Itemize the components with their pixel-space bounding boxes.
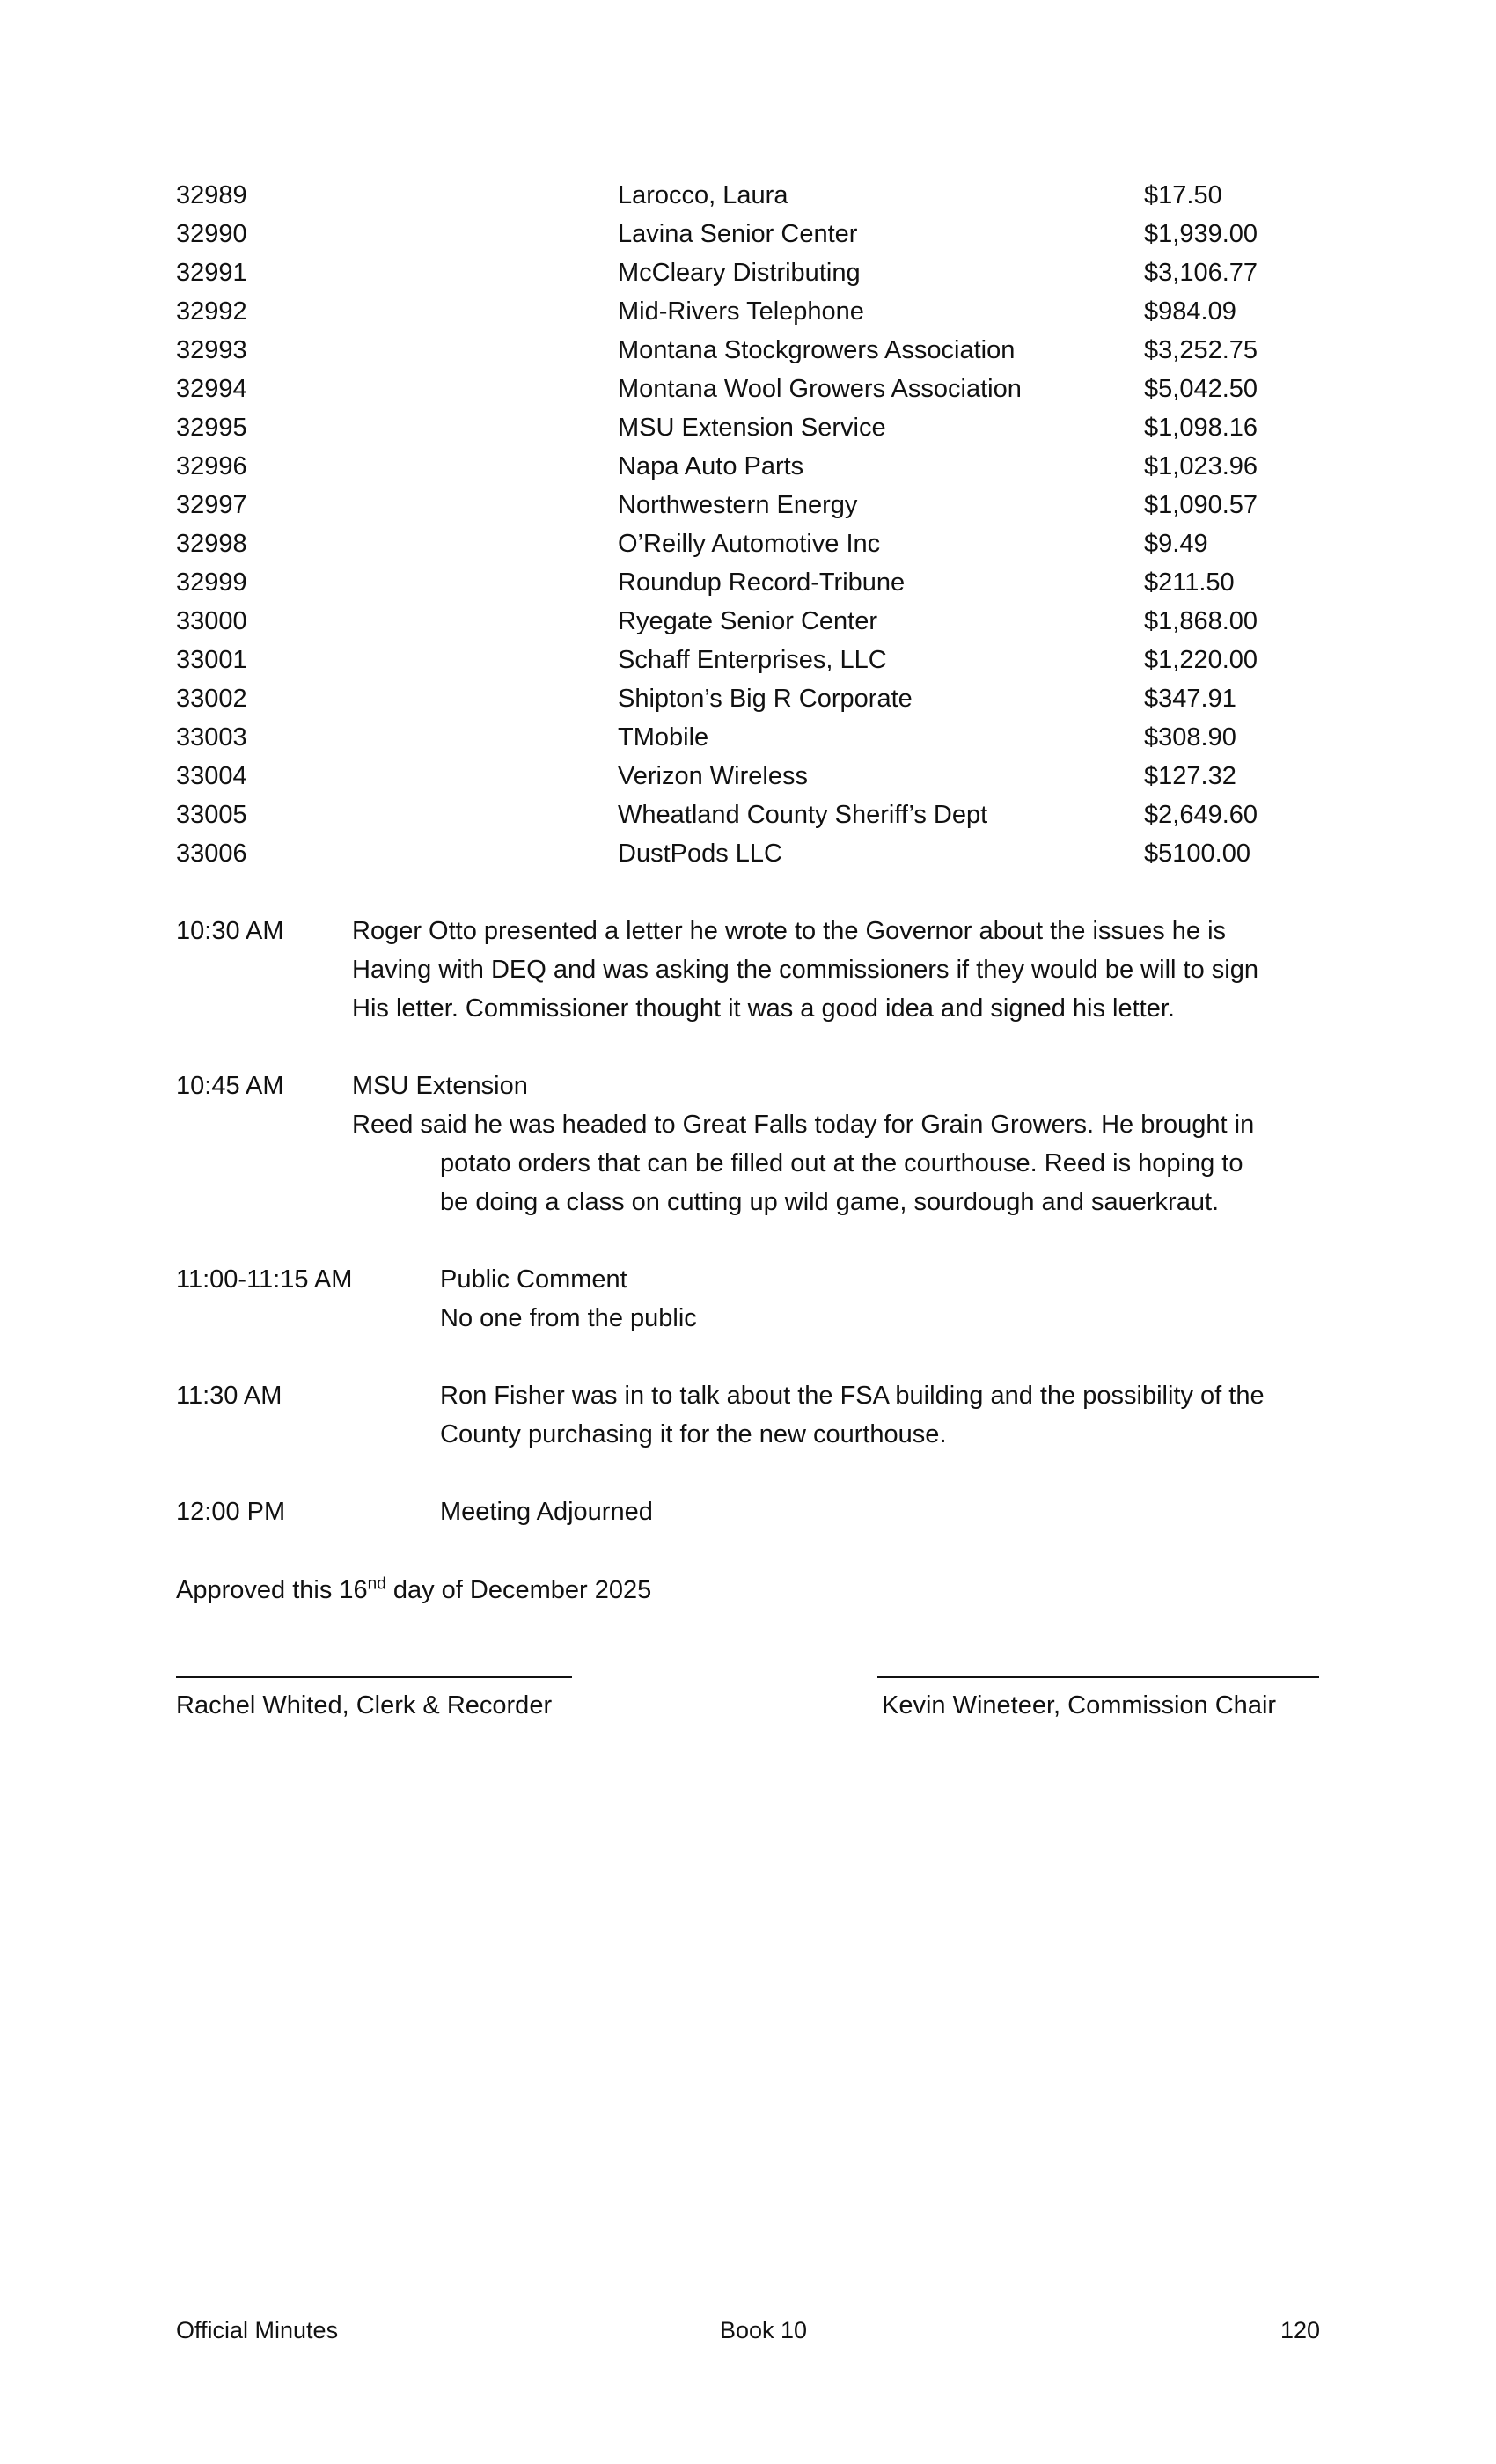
payee: Schaff Enterprises, LLC	[618, 646, 887, 674]
table-row	[176, 679, 1338, 718]
approval-ordinal-suffix: nd	[367, 1574, 386, 1594]
payee: Mid-Rivers Telephone	[618, 297, 864, 326]
claims-table	[176, 176, 1338, 873]
check-number: 32994	[176, 375, 247, 403]
payee: Wheatland County Sheriff’s Dept	[618, 801, 988, 829]
table-row	[176, 486, 1338, 524]
entry-line: No one from the public	[440, 1304, 697, 1332]
amount: $1,220.00	[1144, 646, 1258, 674]
entry-time: 10:45 AM	[176, 1072, 284, 1100]
table-row	[176, 215, 1338, 253]
check-number: 33005	[176, 801, 247, 829]
amount: $1,939.00	[1144, 220, 1258, 248]
table-row	[176, 370, 1338, 408]
check-number: 32999	[176, 568, 247, 597]
footer-title: Official Minutes	[176, 2317, 339, 2343]
table-row	[176, 253, 1338, 292]
entry-text	[352, 1067, 1329, 1221]
table-row	[176, 718, 1338, 757]
check-number: 33002	[176, 685, 247, 713]
chair-signature-line	[877, 1676, 1319, 1678]
payee: Lavina Senior Center	[618, 220, 858, 248]
check-number: 32993	[176, 336, 247, 364]
amount: $127.32	[1144, 762, 1236, 790]
amount: $5100.00	[1144, 840, 1250, 868]
entry-line: Reed said he was headed to Great Falls today for Grain Growers. He brought in	[352, 1111, 1255, 1139]
check-number: 32990	[176, 220, 247, 248]
entry-line: Public Comment	[440, 1265, 627, 1294]
approval-rest: day of December 2025	[385, 1576, 652, 1604]
table-row	[176, 447, 1338, 486]
entry-line: Ron Fisher was in to talk about the FSA building and the possibility of the	[440, 1382, 1265, 1410]
amount: $2,649.60	[1144, 801, 1258, 829]
check-number: 32989	[176, 181, 247, 209]
amount: $211.50	[1144, 568, 1235, 597]
table-row	[176, 563, 1338, 602]
table-row	[176, 641, 1338, 679]
check-number: 33003	[176, 723, 247, 752]
payee: Larocco, Laura	[618, 181, 788, 209]
table-row	[176, 757, 1338, 796]
payee: Napa Auto Parts	[618, 452, 804, 480]
check-number: 32996	[176, 452, 247, 480]
check-number: 33000	[176, 607, 247, 635]
payee: McCleary Distributing	[618, 259, 861, 287]
amount: $1,868.00	[1144, 607, 1258, 635]
payee: Northwestern Energy	[618, 491, 858, 519]
amount: $347.91	[1144, 685, 1236, 713]
clerk-signature-line	[176, 1676, 572, 1678]
table-row	[176, 176, 1338, 215]
table-row	[176, 524, 1338, 563]
payee: Montana Wool Growers Association	[618, 375, 1022, 403]
payee: Shipton’s Big R Corporate	[618, 685, 913, 713]
payee: DustPods LLC	[618, 840, 782, 868]
amount: $984.09	[1144, 297, 1236, 326]
payee: O’Reilly Automotive Inc	[618, 530, 881, 558]
entry-text	[440, 1376, 1329, 1454]
footer-book: Book 10	[720, 2317, 808, 2343]
entry-line: His letter. Commissioner thought it was a good idea and signed his letter.	[352, 994, 1175, 1023]
page-number: 120	[1280, 2317, 1321, 2343]
entry-text	[440, 1492, 1329, 1531]
entry-text	[440, 1260, 1329, 1338]
table-row	[176, 408, 1338, 447]
check-number: 32995	[176, 414, 247, 442]
payee: TMobile	[618, 723, 709, 752]
entry-time: 11:00-11:15 AM	[176, 1265, 353, 1294]
approval-statement	[176, 1571, 651, 1610]
chair-signature-name: Kevin Wineteer, Commission Chair	[882, 1691, 1277, 1720]
amount: $9.49	[1144, 530, 1208, 558]
amount: $308.90	[1144, 723, 1236, 752]
entry-line: County purchasing it for the new courthouse.	[440, 1420, 947, 1448]
amount: $1,098.16	[1144, 414, 1258, 442]
check-number: 33006	[176, 840, 247, 868]
entry-line: Meeting Adjourned	[440, 1498, 653, 1526]
check-number: 33001	[176, 646, 247, 674]
amount: $1,090.57	[1144, 491, 1258, 519]
entry-line: Having with DEQ and was asking the commissioners if they would be will to sign	[352, 956, 1258, 984]
payee: Verizon Wireless	[618, 762, 808, 790]
payee: Ryegate Senior Center	[618, 607, 877, 635]
entry-title: MSU Extension	[352, 1072, 528, 1100]
entry-time: 10:30 AM	[176, 917, 284, 945]
payee: Montana Stockgrowers Association	[618, 336, 1016, 364]
table-row	[176, 331, 1338, 370]
amount: $3,106.77	[1144, 259, 1258, 287]
amount: $3,252.75	[1144, 336, 1258, 364]
entry-line: potato orders that can be filled out at the courthouse. Reed is hoping to	[440, 1149, 1243, 1177]
entry-line: Roger Otto presented a letter he wrote to the Governor about the issues he is	[352, 917, 1227, 945]
table-row	[176, 292, 1338, 331]
check-number: 32998	[176, 530, 247, 558]
entry-time: 11:30 AM	[176, 1382, 282, 1410]
amount: $1,023.96	[1144, 452, 1258, 480]
entry-time: 12:00 PM	[176, 1498, 286, 1526]
check-number: 32991	[176, 259, 247, 287]
check-number: 33004	[176, 762, 247, 790]
entry-line: be doing a class on cutting up wild game, sourdough and sauerkraut.	[440, 1188, 1220, 1216]
entry-text	[352, 912, 1329, 1028]
table-row	[176, 796, 1338, 834]
table-row	[176, 834, 1338, 873]
clerk-signature-name: Rachel Whited, Clerk & Recorder	[176, 1691, 553, 1720]
amount: $17.50	[1144, 181, 1222, 209]
table-row	[176, 602, 1338, 641]
check-number: 32997	[176, 491, 247, 519]
payee: Roundup Record-Tribune	[618, 568, 906, 597]
approval-prefix: Approved this 16	[176, 1576, 368, 1604]
payee: MSU Extension Service	[618, 414, 886, 442]
amount: $5,042.50	[1144, 375, 1258, 403]
check-number: 32992	[176, 297, 247, 326]
